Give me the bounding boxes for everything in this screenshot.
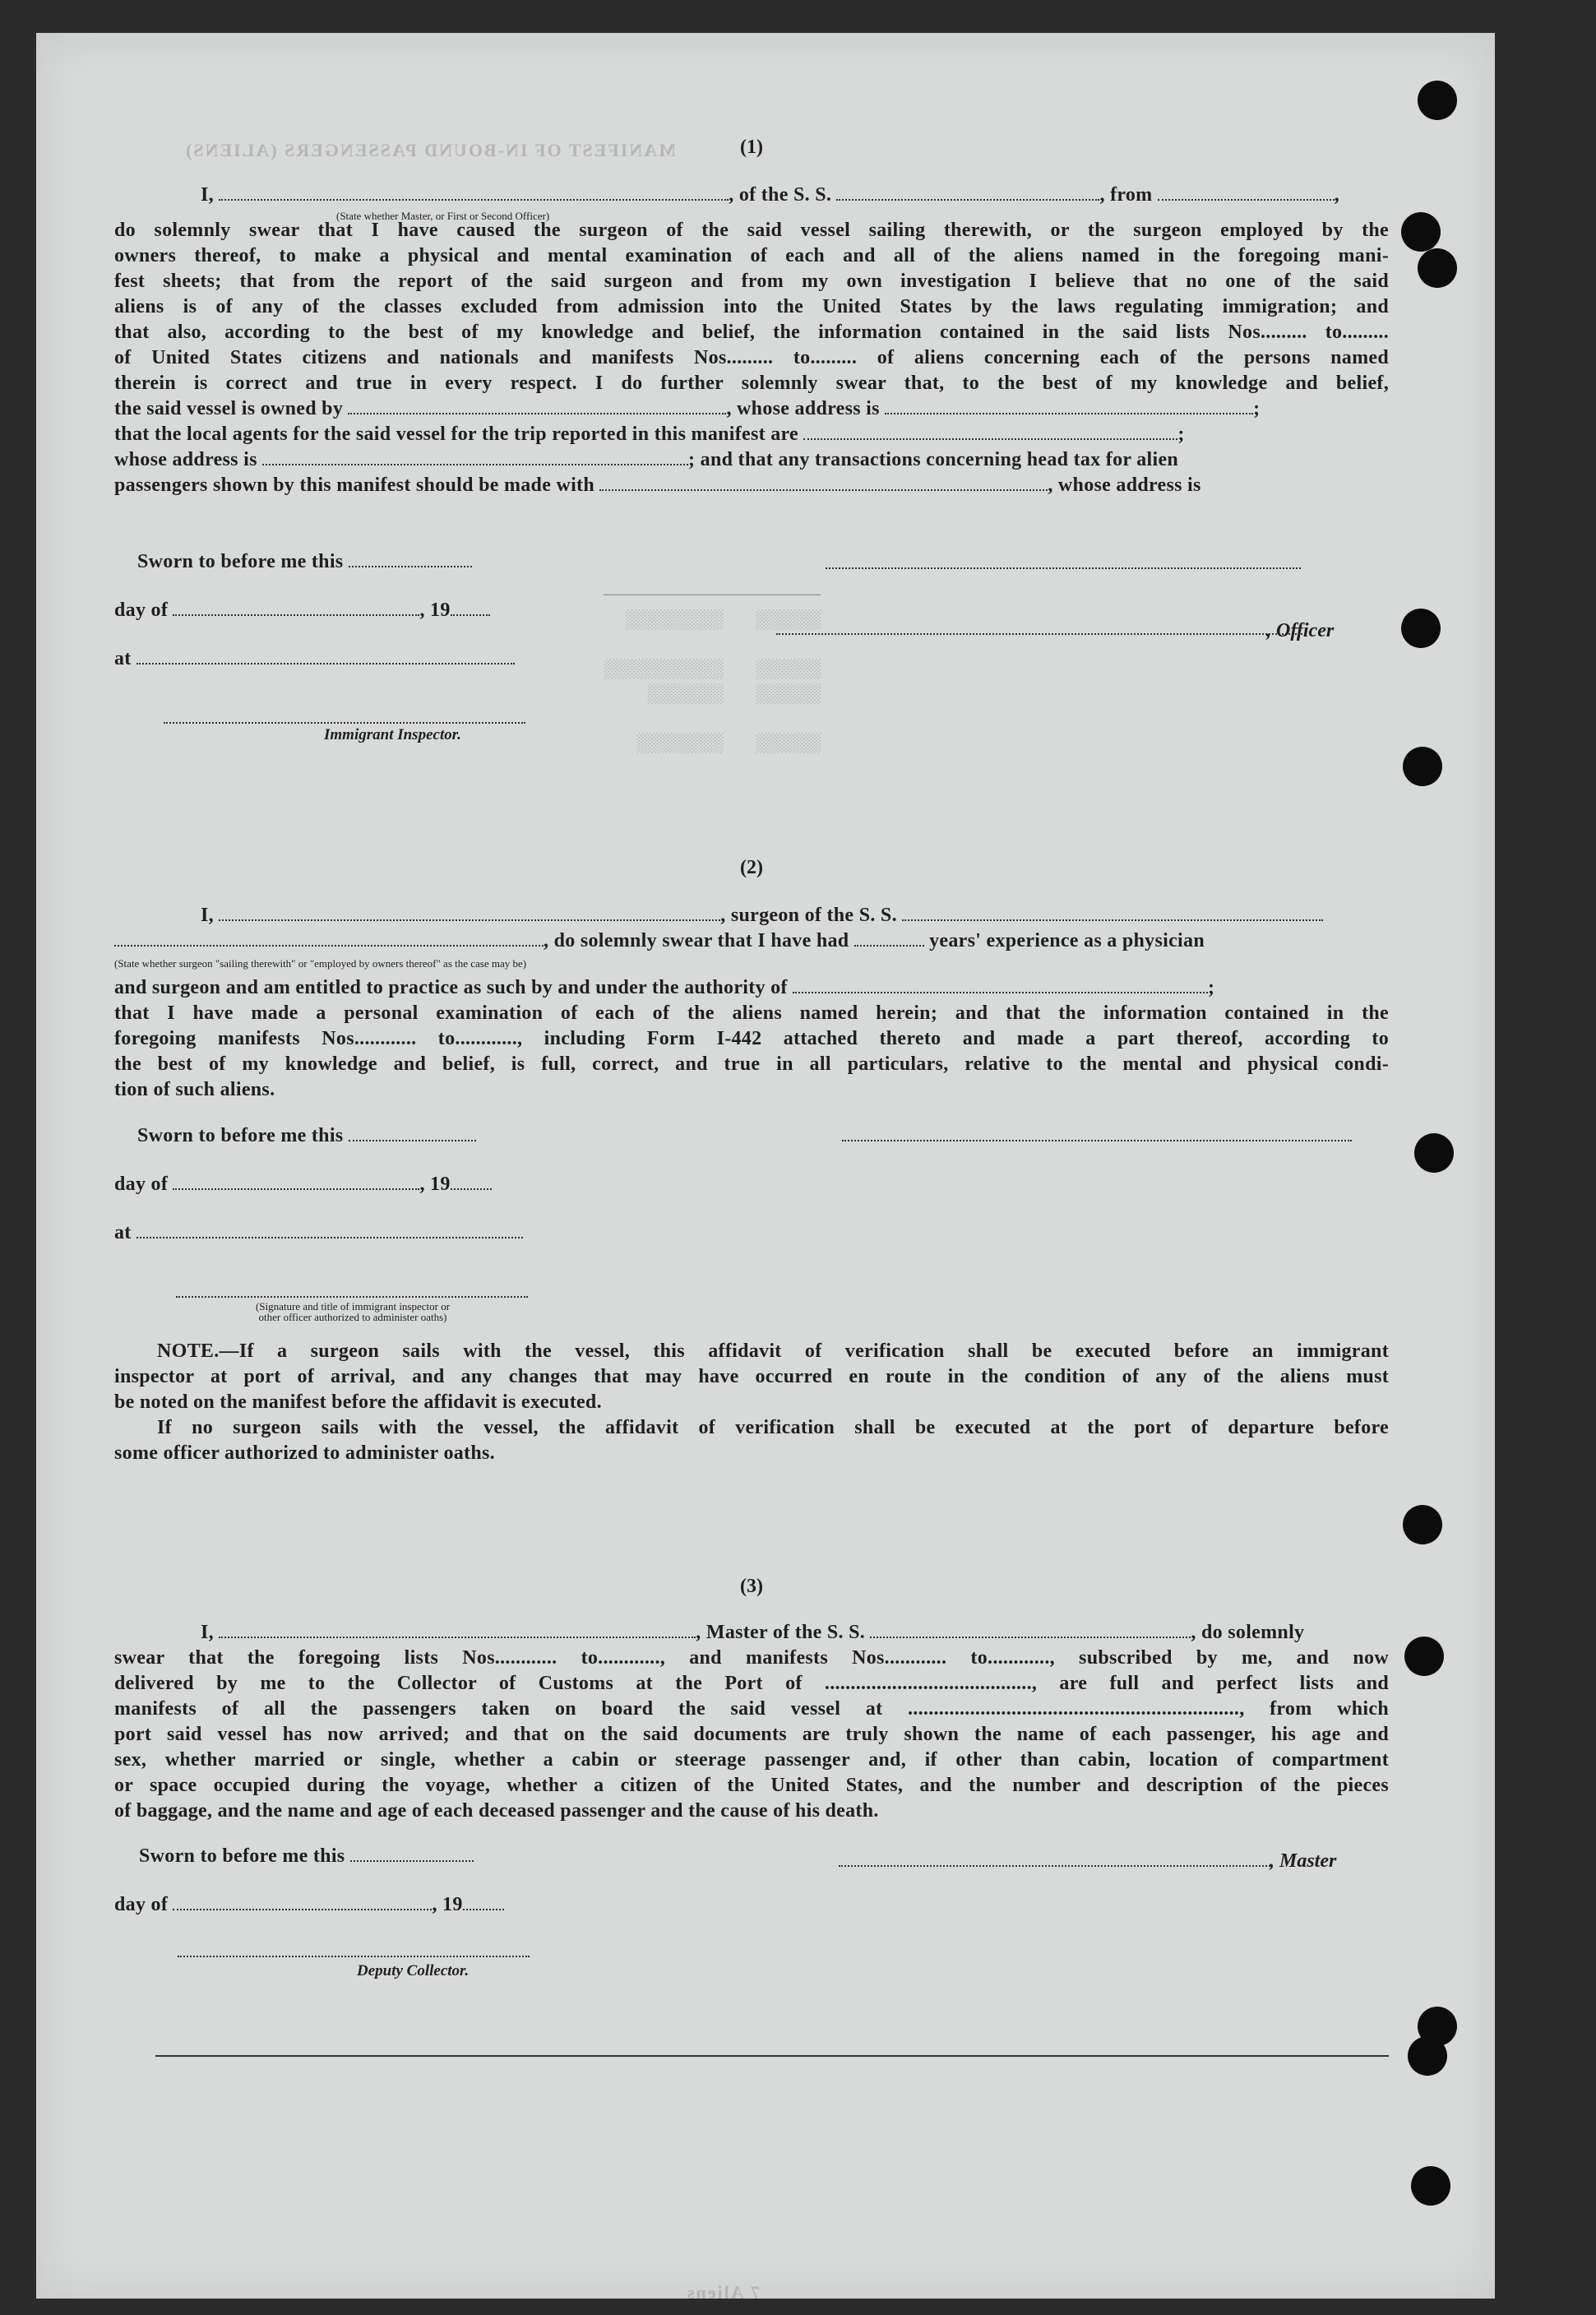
section-3-number: (3) (740, 1576, 763, 1597)
text: Sworn to before me this (139, 1845, 345, 1867)
text: I, (201, 905, 214, 926)
para-line: therein is correct and true in every respect. I do further solemnly swear that, to the best of my knowledge and belief, (114, 373, 1389, 394)
text: , Officer (1266, 620, 1335, 641)
para-line: foregoing manifests Nos............ to............, including Form I-442 attached thereto and made a part thereof, according to (114, 1028, 1389, 1049)
section-2-line-2 (114, 928, 1389, 954)
field-surgeon-status[interactable] (114, 930, 544, 947)
surgeon-note: (State whether surgeon "sailing therewith" or "employed by owners thereof" as the case may be) (114, 957, 527, 970)
field-agents-address[interactable] (262, 449, 688, 465)
para-line: sex, whether married or single, whether a cabin or steerage passenger and, if other than cabin, location of compartment (114, 1749, 1389, 1771)
field-year[interactable] (451, 600, 490, 616)
para-line: fest sheets; that from the report of the said surgeon and from my own investigation I believe that no one of the said (114, 271, 1389, 292)
field-sworn-date[interactable] (349, 1125, 476, 1141)
punch-hole (1418, 81, 1457, 120)
collector-label: Deputy Collector. (357, 1962, 470, 1979)
field-authority[interactable] (793, 977, 1208, 993)
text: , 19 (432, 1894, 463, 1915)
field-day[interactable] (173, 1894, 432, 1910)
para-line: of baggage, and the name and age of each deceased passenger and the cause of his death. (114, 1800, 879, 1822)
para-line: manifests of all the passengers taken on board the said vessel at ................................................................, from which (114, 1698, 1389, 1720)
para-line: that also, according to the best of my knowledge and belief, the information contained in the said lists Nos......... to......... (114, 322, 1389, 343)
text: , from (1099, 184, 1153, 206)
punch-hole (1401, 609, 1441, 648)
punch-hole (1411, 2166, 1450, 2206)
text: , 19 (419, 600, 451, 621)
text: , whose address is (726, 398, 880, 419)
para-line: owners thereof, to make a physical and mental examination of each and all of the aliens named in the foregoing mani- (114, 245, 1389, 266)
signature-note (184, 1301, 521, 1322)
text: , Master of the S. S. (696, 1622, 866, 1643)
inspector-signature-line[interactable] (176, 1296, 528, 1298)
section-1 (114, 183, 1389, 498)
field-owner-address[interactable] (885, 398, 1253, 414)
day-line (114, 598, 1389, 623)
text: , do solemnly swear that I have had (544, 930, 849, 951)
at-line (114, 646, 1389, 672)
para-line: or space occupied during the voyage, whether a citizen of the United States, and the number and description of the pieces (114, 1775, 1389, 1796)
text: other officer authorized to administer oaths) (258, 1311, 447, 1323)
para-line-passengers (114, 473, 1389, 498)
text: , 19 (419, 1174, 451, 1195)
punch-hole (1418, 248, 1457, 288)
punch-hole (1414, 1133, 1454, 1173)
para-line: delivered by me to the Collector of Customs at the Port of ........................................, are full and perfect lists and (114, 1673, 1389, 1694)
text: (Signature and title of immigrant inspector or (255, 1300, 451, 1313)
inspector-signature-line[interactable] (164, 722, 525, 724)
text: passengers shown by this manifest should be made with (114, 475, 595, 496)
para-line: swear that the foregoing lists Nos............ to............, and manifests Nos............ to............, subscribed by me, and now (114, 1647, 1389, 1669)
field-vessel[interactable] (836, 184, 1099, 201)
para-line: the best of my knowledge and belief, is full, correct, and true in all particulars, relative to the mental and physical condi- (114, 1053, 1389, 1075)
field-at[interactable] (136, 648, 515, 664)
section-1-paragraph (114, 218, 1389, 498)
collector-signature-line[interactable] (178, 1956, 530, 1957)
field-sworn-date[interactable] (350, 1845, 474, 1862)
text: whose address is (114, 449, 257, 470)
section-2-number: (2) (740, 857, 763, 878)
text: I, (201, 1622, 214, 1643)
sworn-line (137, 549, 1389, 575)
bleed-through-footer: 7 Aliens (686, 2282, 760, 2303)
officer-signature-line-2[interactable] (776, 633, 1302, 635)
officer-label (1266, 620, 1334, 642)
text: , do solemnly (1191, 1622, 1305, 1643)
document-page (36, 33, 1495, 2303)
para-line: that I have made a personal examination of each of the aliens named herein; and that the information contained in the (114, 1002, 1389, 1024)
text: that the local agents for the said vessel for the trip reported in this manifest are (114, 424, 798, 445)
para-line: port said vessel has now arrived; and that on the said documents are truly shown the name of each passenger, his age and (114, 1724, 1389, 1745)
para-line: of United States citizens and nationals and manifests Nos......... to......... of aliens concerning each of the persons named (114, 347, 1389, 368)
day-line (114, 1172, 1389, 1197)
field-vessel[interactable] (902, 905, 1323, 921)
text: day of (114, 600, 169, 621)
field-at[interactable] (136, 1222, 523, 1239)
officer-signature-line[interactable] (826, 567, 1301, 569)
text: at (114, 648, 132, 669)
section-2-line-1 (114, 903, 1389, 928)
punch-hole (1401, 212, 1441, 252)
section-1-line-1: I, , of the S. S. , from , (201, 184, 1340, 206)
para-line-whose (114, 447, 1389, 473)
inspector-label: Immigrant Inspector. (324, 726, 461, 743)
field-vessel[interactable] (870, 1622, 1191, 1638)
section-2-sworn (114, 1123, 1389, 1246)
text: , Master (1270, 1850, 1337, 1872)
master-signature-line[interactable] (839, 1865, 1270, 1867)
field-officer-name[interactable] (219, 184, 729, 201)
field-surgeon-name[interactable] (219, 905, 720, 921)
day-line (114, 1892, 1389, 1918)
field-year[interactable] (463, 1894, 504, 1910)
note-line: NOTE.—If a surgeon sails with the vessel, this affidavit of verification shall be executed before an immigrant (157, 1340, 1389, 1362)
para-line-owned: the said vessel is owned by , whose address is ; (114, 398, 1261, 419)
bleed-through-stamp: ──────────────────── ░░░░░░ ░░░░░░░░░ ░░░░░░ ░░░░░░░░░░░ ░░░░░░ ░░░░░░░ ░░░░░░ ░░░░░░░░ (604, 586, 821, 754)
bleed-through-header: MANIFEST OF IN-BOUND PASSENGERS (ALIENS) (184, 140, 676, 160)
text: , whose address is (1048, 475, 1201, 496)
punch-hole (1408, 2036, 1447, 2076)
field-day[interactable] (173, 1174, 419, 1190)
para-line: do solemnly swear that I have caused the surgeon of the said vessel sailing therewith, or the surgeon employed by the (114, 220, 1389, 241)
field-agents[interactable] (803, 424, 1177, 440)
field-year[interactable] (451, 1174, 492, 1190)
punch-hole (1404, 1637, 1444, 1676)
field-master-name[interactable] (219, 1622, 696, 1638)
section-3-paragraph (114, 1646, 1389, 1824)
note-line: inspector at port of arrival, and any changes that may have occurred en route in the condition of any of the aliens must (114, 1366, 1389, 1387)
text: I, (201, 184, 214, 206)
field-day[interactable] (173, 600, 419, 616)
text: , surgeon of the S. S. (720, 905, 897, 926)
text: years' experience as a physician (929, 930, 1205, 951)
text: day of (114, 1174, 169, 1195)
text: Sworn to before me this (137, 551, 344, 572)
section-2 (114, 903, 1389, 1103)
section-3-sworn (114, 1844, 1389, 1918)
section-1-number: (1) (740, 137, 763, 158)
field-years[interactable] (854, 930, 924, 947)
para-line: aliens is of any of the classes excluded from admission into the United States by the laws regulating immigration; and (114, 296, 1389, 317)
text: Sworn to before me this (137, 1125, 344, 1146)
text: at (114, 1222, 132, 1243)
section-3-line-1 (114, 1620, 1389, 1646)
note-line: be noted on the manifest before the affidavit is executed. (114, 1391, 602, 1413)
para-line: tion of such aliens. (114, 1079, 275, 1100)
punch-hole (1403, 747, 1442, 786)
text: the said vessel is owned by (114, 398, 344, 419)
text: , of the S. S. (729, 184, 832, 206)
field-sworn-date[interactable] (349, 551, 472, 567)
field-owner[interactable] (348, 398, 726, 414)
section-3 (114, 1620, 1389, 1824)
section-2-paragraph (114, 975, 1389, 1103)
text: ; and that any transactions concerning head tax for alien (688, 449, 1179, 470)
punch-hole (1403, 1505, 1442, 1544)
at-line (114, 1220, 1389, 1246)
para-line-agents: that the local agents for the said vessel for the trip reported in this manifest are ; (114, 424, 1185, 445)
text: and surgeon and am entitled to practice as such by and under the authority of (114, 977, 788, 998)
surgeon-officer-signature-line[interactable] (842, 1140, 1352, 1141)
verification-note (114, 1339, 1389, 1466)
note-line: If no surgeon sails with the vessel, the affidavit of verification shall be executed at the port of departure before (157, 1417, 1389, 1438)
field-head-tax-party[interactable] (599, 475, 1048, 491)
text: day of (114, 1894, 169, 1915)
note-line: some officer authorized to administer oaths. (114, 1442, 495, 1464)
field-from[interactable] (1158, 184, 1335, 201)
para-line-authority: and surgeon and am entitled to practice as such by and under the authority of ; (114, 977, 1215, 998)
master-label (1270, 1850, 1336, 1873)
officer-note: (State whether Master, or First or Second Officer) (336, 210, 550, 222)
bottom-rule (155, 2055, 1389, 2057)
sworn-line (137, 1123, 1389, 1149)
